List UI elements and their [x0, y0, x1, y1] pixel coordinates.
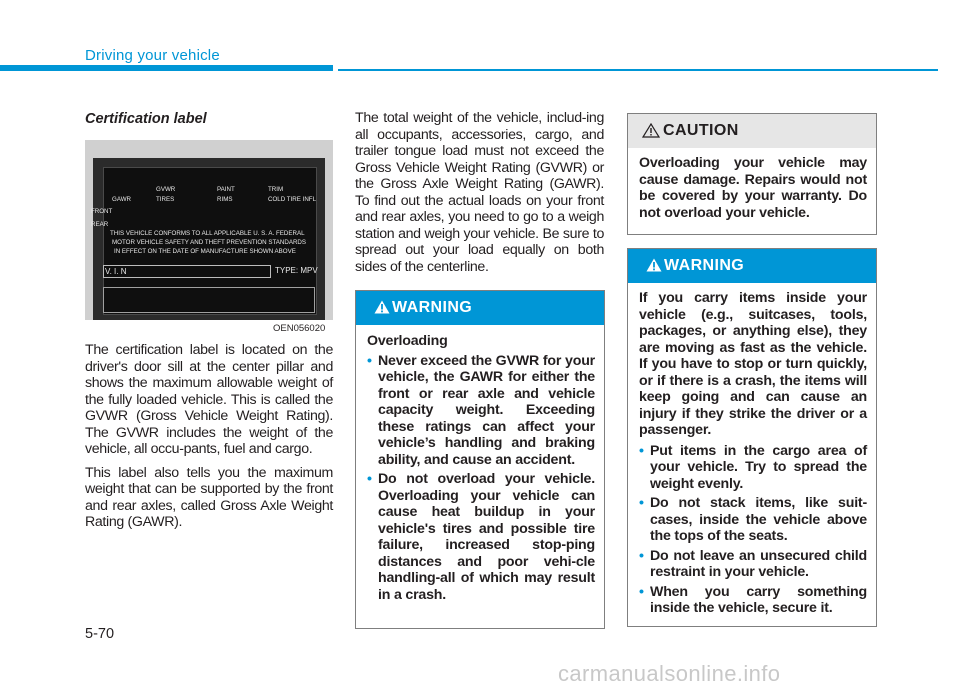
list-item	[367, 471, 595, 603]
list-item	[639, 495, 867, 545]
list-item	[367, 353, 595, 469]
bullet-icon: •	[639, 495, 644, 511]
warning-title: WARNING	[392, 299, 473, 316]
list-item-text: Never exceed the GVWR for your vehicle, the GAWR for either the front or rear axle and vehicle capacity weight. Exceeding these ratings can affect your vehicle’s handling and braking ability, and cause an accident.	[378, 352, 595, 468]
warning-list	[639, 443, 867, 617]
label-front: FRONT	[91, 208, 113, 215]
warning-triangle-icon	[646, 258, 662, 272]
list-item-text: Do not stack items, like suit-cases, inside the vehicle above the tops of the seats.	[650, 495, 867, 544]
warning-body	[367, 333, 595, 606]
label-vin-box	[103, 265, 271, 278]
left-body-text	[85, 342, 333, 538]
bullet-icon: •	[639, 583, 644, 600]
warning-intro: If you carry items inside your vehicle (e.g., suitcases, tools, packages, or anything else), they are moving as fast as the vehicle. If you have to stop or turn quickly, or if there is a crash, the items will keep going and can cause an injury if they strike the driver or a passenger.	[639, 290, 867, 438]
label-trim: TRIM	[268, 186, 284, 193]
list-item-text: Do not overload your vehicle. Overloading your vehicle can cause heat buildup in your vehicle's tires and possible tire failure, increased stop-ping distances and poor vehi-cle handling-all of which may result in a crash.	[378, 471, 595, 603]
list-item-text: When you carry something inside the vehicle, secure it.	[650, 583, 867, 616]
warning-box-overloading	[355, 290, 605, 629]
warning-header	[628, 249, 876, 283]
label-conform-line3: IN EFFECT ON THE DATE OF MANUFACTURE SHOWN ABOVE	[114, 248, 296, 255]
caution-header	[628, 114, 876, 148]
bullet-icon: •	[639, 442, 644, 459]
caution-text: Overloading your vehicle may cause damage. Repairs would not be covered by your warranty. Do not overload your vehicle.	[639, 155, 867, 221]
paragraph: The certification label is located on the driver's door sill at the center pillar and shows the maximum allowable weight of the fully loaded vehicle. This is called the GVWR (Gross Vehicle Weight Rating). The GVWR includes the weight of the vehicle, all occu-pants, fuel and cargo.	[85, 342, 333, 457]
list-item	[639, 443, 867, 493]
label-conform-line2: MOTOR VEHICLE SAFETY AND THEFT PREVENTION STANDARDS	[112, 239, 307, 246]
warning-body	[639, 290, 867, 620]
list-item-text: Put items in the cargo area of your vehicle. Try to spread the weight evenly.	[650, 442, 867, 492]
middle-body-text	[355, 110, 604, 282]
caution-title: CAUTION	[663, 122, 739, 139]
label-lower-box	[103, 287, 315, 313]
caution-box	[627, 113, 877, 235]
label-tires: TIRES	[156, 196, 175, 203]
paragraph: The total weight of the vehicle, includ-ing all occupants, accessories, cargo, and trailer tongue load must not exceed the Gross Vehicle Weight Rating (GVWR) or the Gross Axle Weight Rating (GAWR). To find out the actual loads on your front and rear axles, you need to go to a weigh station and weigh your vehicle. Be sure to spread out your load equally on both sides of the centerline.	[355, 110, 604, 275]
list-item	[639, 584, 867, 617]
label-rims: RIMS	[217, 196, 233, 203]
label-type: TYPE: MPV	[275, 266, 318, 275]
bullet-icon: •	[367, 471, 372, 487]
watermark[interactable]: carmanualsonline.info	[558, 661, 781, 686]
warning-box-cargo	[627, 248, 877, 627]
label-cold-tire: COLD TIRE INFL	[268, 196, 317, 203]
label-paint: PAINT	[217, 186, 235, 193]
warning-list	[367, 353, 595, 604]
warning-title: WARNING	[664, 257, 745, 274]
bullet-icon: •	[367, 352, 372, 369]
warning-header	[356, 291, 604, 325]
label-gvwr: GVWR	[156, 186, 176, 193]
paragraph: This label also tells you the maximum weight that can be supported by the front and rear axles, called Gross Axle Weight Rating (GAWR).	[85, 464, 333, 530]
label-gawr: GAWR	[112, 196, 132, 203]
bullet-icon: •	[639, 547, 644, 564]
page-number: 5-70	[85, 626, 115, 642]
figure-code: OEN056020	[273, 323, 326, 334]
warning-intro: Overloading	[367, 333, 448, 349]
label-conform-line1: THIS VEHICLE CONFORMS TO ALL APPLICABLE U. S. A. FEDERAL	[110, 230, 305, 237]
header-rule-thin	[338, 69, 938, 71]
section-title: Driving your vehicle	[85, 47, 220, 64]
caution-body	[639, 155, 867, 223]
section-heading: Certification label	[85, 111, 207, 127]
warning-triangle-icon	[374, 300, 390, 314]
label-rear: REAR	[91, 221, 109, 228]
list-item	[639, 548, 867, 581]
list-item-text: Do not leave an unsecured child restraint in your vehicle.	[650, 547, 867, 580]
caution-triangle-icon	[642, 123, 660, 138]
header-rule-thick	[0, 65, 333, 71]
label-vin: V. I. N	[105, 267, 127, 276]
